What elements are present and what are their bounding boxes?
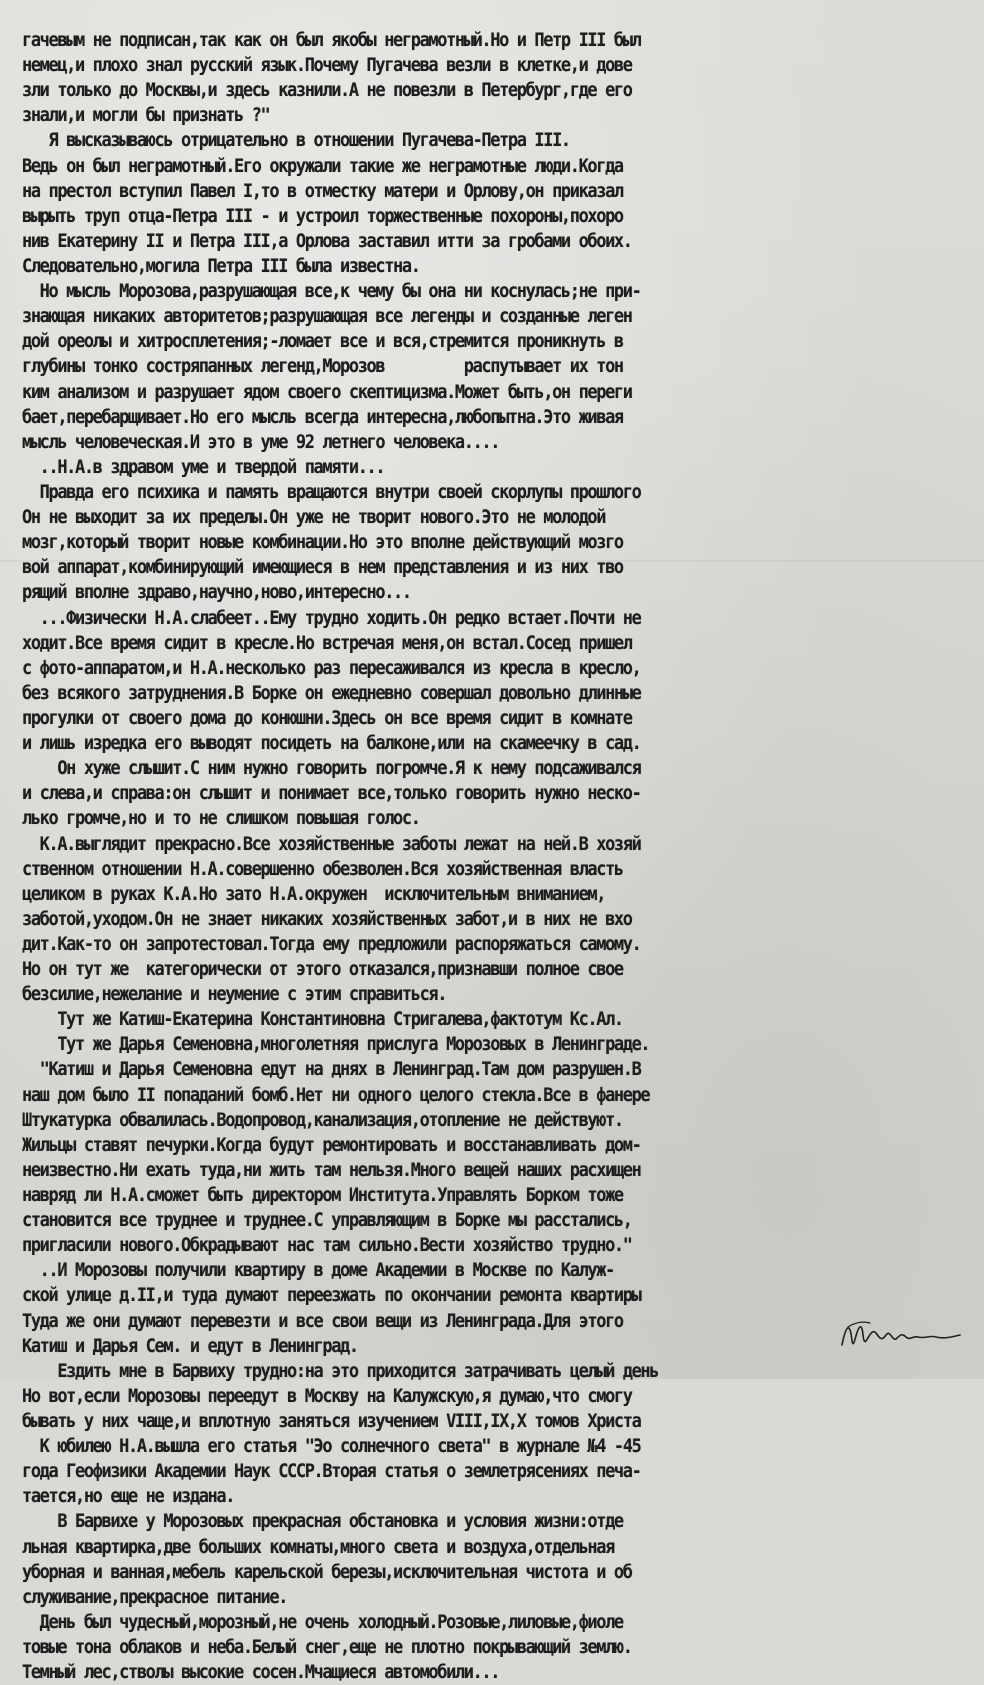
text-line: целиком в руках К.А.Но зато Н.А.окружен исключительным вниманием,: [22, 883, 606, 905]
text-line: неизвестно.Ни ехать туда,ни жить там нельзя.Много вещей наших расхищен: [22, 1159, 641, 1181]
text-line: Жильцы ставят печурки.Когда будут ремонтировать и восстанавливать дом-: [22, 1134, 641, 1156]
text-line: Туда же они думают перевезти и все свои вещи из Ленинграда.Для этого: [22, 1310, 623, 1332]
text-line: и лишь изредка его выводят посидеть на балконе,или на скамеечку в сад.: [22, 733, 641, 755]
text-line: Он хуже слышит.С ним нужно говорить погромче.Я к нему подсаживался: [22, 758, 641, 780]
text-line: глубины тонко состряпанных легенд,Морозов распутывает их тон: [22, 356, 623, 378]
text-line: К юбилею Н.А.вышла его статья "Эо солнечного света" в журнале №4 -45: [22, 1436, 641, 1458]
text-line: навряд ли Н.А.сможет быть директором Института.Управлять Борком тоже: [22, 1185, 623, 1207]
text-line: рящий вполне здраво,научно,ново,интересно...: [22, 582, 411, 604]
text-line: К.А.выглядит прекрасно.Все хозяйственные заботы лежат на ней.В хозяй: [22, 833, 641, 855]
text-line: Штукатурка обвалилась.Водопровод,канализация,отопление не действуют.: [22, 1109, 623, 1131]
text-line: на престол вступил Павел I,то в отместку матери и Орлову,он приказал: [22, 180, 623, 202]
text-line: бывать у них чаще,и вплотную заняться изучением VIII,IX,X томов Христа: [22, 1411, 641, 1433]
text-line: В Барвихе у Морозовых прекрасная обстановка и условия жизни:отде: [22, 1511, 623, 1533]
text-line: заботой,уходом.Он не знает никаких хозяйственных забот,и в них не вхо: [22, 908, 632, 930]
text-line: дой ореолы и хитросплетения;-ломает все и вся,стремится проникнуть в: [22, 331, 623, 353]
text-line: Правда его психика и память вращаются внутри своей скорлупы прошлого: [22, 481, 641, 503]
handwritten-signature: [836, 1311, 966, 1357]
text-line: ..Н.А.в здравом уме и твердой памяти...: [22, 456, 385, 478]
text-line: бает,перебарщивает.Но его мысль всегда интересна,любопытна.Это живая: [22, 406, 623, 428]
text-line: зли только до Москвы,и здесь казнили.А не повезли в Петербург,где его: [22, 80, 632, 102]
text-line: Тут же Дарья Семеновна,многолетняя прислуга Морозовых в Ленинграде.: [22, 1034, 650, 1056]
text-line: лько громче,но и то не слишком повышая голос.: [22, 808, 420, 830]
text-line: ким анализом и разрушает ядом своего скептицизма.Может быть,он переги: [22, 381, 632, 403]
typewritten-text: [22, 28, 972, 1685]
text-line: немец,и плохо знал русский язык.Почему Пугачева везли в клетке,и дове: [22, 55, 632, 77]
text-line: мозг,который творит новые комбинации.Но это вполне действующий мозго: [22, 532, 623, 554]
text-line: тается,но еще не издана.: [22, 1486, 235, 1508]
text-line: льная квартирка,две больших комнаты,много света и воздуха,отдельная: [22, 1536, 614, 1558]
text-line: вой аппарат,комбинирующий имеющиеся в нем представления и из них тво: [22, 557, 623, 579]
text-line: Я высказываюсь отрицательно в отношении Пугачева-Петра III.: [22, 130, 570, 152]
text-line: ственном отношении Н.А.совершенно обезволен.Вся хозяйственная власть: [22, 858, 623, 880]
text-line: безсилие,нежелание и неумение с этим справиться.: [22, 984, 447, 1006]
text-line: пригласили нового.Обкрадывают нас там сильно.Вести хозяйство трудно.": [22, 1235, 632, 1257]
text-line: Тут же Катиш-Екатерина Константиновна Стригалева,фактотум Кс.Ал.: [22, 1009, 623, 1031]
text-line: вырыть труп отца-Петра III - и устроил торжественные похороны,похоро: [22, 205, 623, 227]
text-line: Но мысль Морозова,разрушающая все,к чему бы она ни коснулась;не при-: [22, 281, 641, 303]
text-line: становится все труднее и труднее.С управляющим в Борке мы расстались,: [22, 1210, 632, 1232]
text-line: без всякого затруднения.В Борке он ежедневно совершал довольно длинные: [22, 682, 641, 704]
text-line: ходит.Все время сидит в кресле.Но встречая меня,он встал.Сосед пришел: [22, 632, 632, 654]
text-line: ской улице д.II,и туда думают переезжать по окончании ремонта квартиры: [22, 1285, 641, 1307]
text-line: служивание,прекрасное питание.: [22, 1586, 288, 1608]
text-line: Темный лес,стволы высокие сосен.Мчащиеся автомобили...: [22, 1662, 500, 1684]
text-line: знали,и могли бы признать ?": [22, 105, 270, 127]
text-line: гачевым не подписан,так как он был якобы неграмотный.Но и Петр III был: [22, 30, 641, 51]
text-line: ..И Морозовы получили квартиру в доме Академии в Москве по Калуж-: [22, 1260, 614, 1282]
text-line: прогулки от своего дома до конюшни.Здесь он все время сидит в комнате: [22, 707, 632, 729]
text-line: с фото-аппаратом,и Н.А.несколько раз пересаживался из кресла в кресло,: [22, 657, 641, 679]
text-line: дит.Как-то он запротестовал.Тогда ему предложили распоряжаться самому.: [22, 933, 641, 955]
text-line: Он не выходит за их пределы.Он уже не творит нового.Это не молодой: [22, 507, 606, 529]
text-line: мысль человеческая.И это в уме 92 летнего человека....: [22, 431, 500, 453]
text-line: и слева,и справа:он слышит и понимает все,только говорить нужно неско-: [22, 783, 641, 805]
text-line: нив Екатерину II и Петра III,а Орлова заставил итти за гробами обоих.: [22, 230, 632, 252]
text-line: товые тона облаков и неба.Белый снег,еще не плотно покрывающий землю.: [22, 1637, 632, 1658]
text-line: Ведь он был неграмотный.Его окружали такие же неграмотные люди.Когда: [22, 155, 623, 177]
text-line: наш дом было II попаданий бомб.Нет ни одного целого стекла.Все в фанере: [22, 1084, 650, 1106]
text-line: "Катиш и Дарья Семеновна едут на днях в Ленинград.Там дом разрушен.В: [22, 1059, 641, 1081]
text-line: знающая никаких авторитетов;разрушающая все легенды и созданные леген: [22, 306, 632, 328]
text-line: года Геофизики Академии Наук СССР.Вторая статья о землетрясениях печа-: [22, 1461, 641, 1483]
text-line: День был чудесный,морозный,не очень холодный.Розовые,лиловые,фиоле: [22, 1611, 623, 1633]
text-line: Следовательно,могила Петра III была известна.: [22, 255, 420, 277]
text-line: Катиш и Дарья Сем. и едут в Ленинград.: [22, 1335, 358, 1357]
text-line: Но он тут же категорически от этого отказался,признавши полное свое: [22, 959, 623, 981]
text-line: Но вот,если Морозовы переедут в Москву на Калужскую,я думаю,что смогу: [22, 1385, 632, 1407]
text-line: уборная и ванная,мебель карельской березы,исключительная чистота и об: [22, 1561, 632, 1583]
text-line: ...Физически Н.А.слабеет..Ему трудно ходить.Он редко встает.Почти не: [22, 607, 641, 629]
text-line: Ездить мне в Барвиху трудно:на это приходится затрачивать целый день: [22, 1360, 659, 1382]
